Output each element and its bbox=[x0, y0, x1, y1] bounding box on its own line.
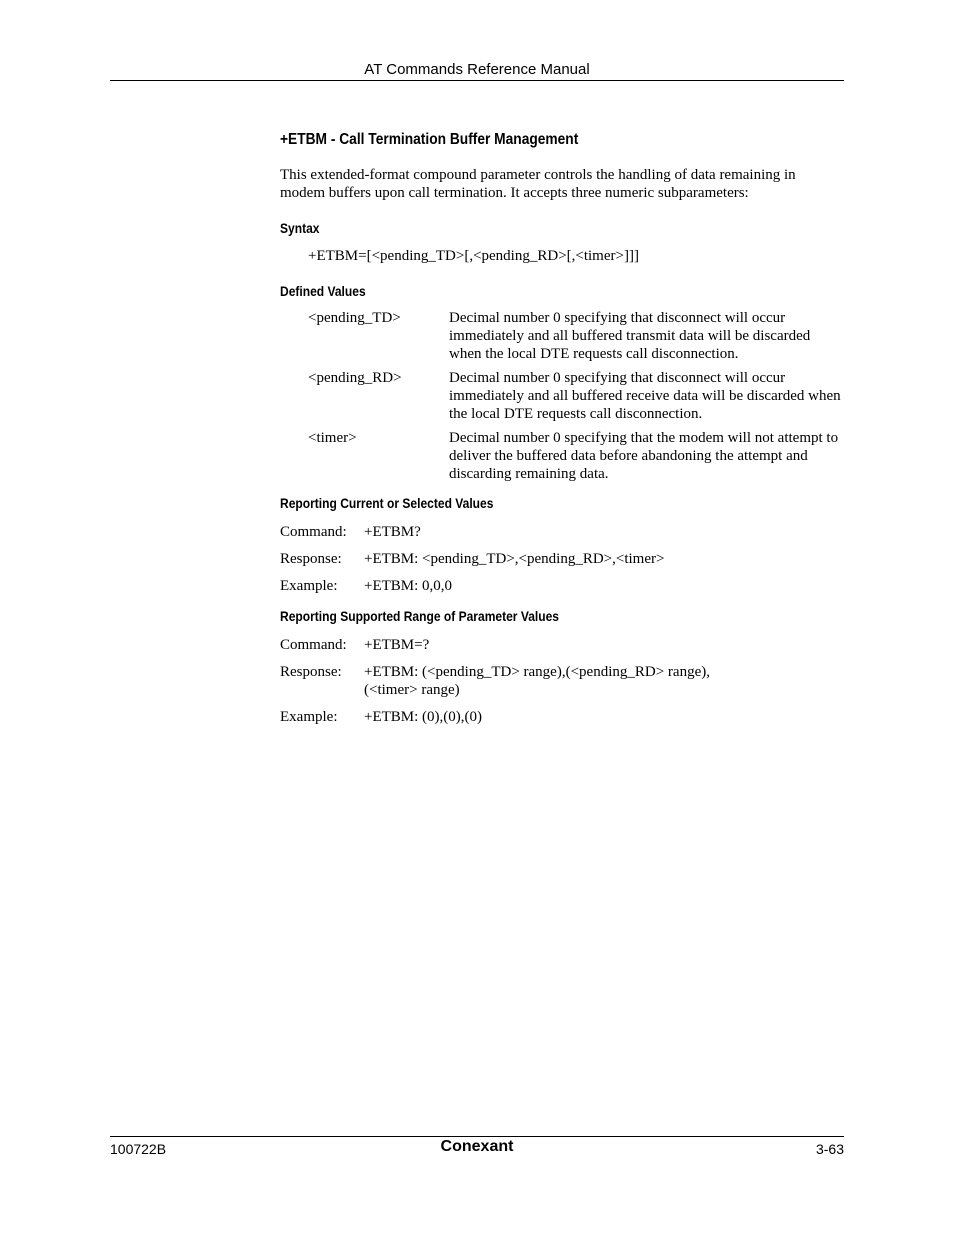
reporting-range-row bbox=[280, 636, 844, 654]
row-value bbox=[364, 663, 844, 699]
syntax-heading: Syntax bbox=[280, 220, 320, 236]
row-label: Example: bbox=[280, 578, 338, 594]
defined-value-desc: Decimal number 0 specifying that disconnect will occur immediately and all buffered transmit data will be discarded when the local DTE requests call disconnection. bbox=[449, 310, 811, 362]
reporting-current-list bbox=[280, 523, 844, 595]
reporting-range-list bbox=[280, 636, 844, 726]
footer-page-number: 3-63 bbox=[815, 1141, 844, 1157]
reporting-current-row bbox=[280, 577, 844, 595]
row-label: Command: bbox=[280, 637, 347, 653]
defined-value-term: <timer> bbox=[308, 430, 357, 446]
page-header-title: AT Commands Reference Manual bbox=[364, 61, 590, 78]
defined-value-term: <pending_TD> bbox=[308, 310, 401, 326]
row-label: Command: bbox=[280, 524, 347, 540]
defined-values-heading: Defined Values bbox=[280, 283, 366, 299]
row-value: +ETBM? bbox=[364, 524, 421, 540]
row-value: +ETBM: 0,0,0 bbox=[364, 578, 453, 594]
row-value: +ETBM: <pending_TD>,<pending_RD>,<timer> bbox=[364, 551, 665, 567]
row-label: Response: bbox=[280, 664, 342, 680]
reporting-range-row bbox=[280, 708, 844, 726]
row-value-line: +ETBM: (<pending_TD> range),(<pending_RD> range), bbox=[364, 664, 710, 680]
row-value: +ETBM=? bbox=[364, 637, 430, 653]
syntax-line: +ETBM=[<pending_TD>[,<pending_RD>[,<timer>]]] bbox=[308, 248, 639, 264]
defined-values-list bbox=[280, 309, 844, 483]
header-divider bbox=[110, 80, 844, 81]
reporting-current-row bbox=[280, 523, 844, 541]
footer-company: Conexant bbox=[440, 1138, 514, 1155]
reporting-range-heading: Reporting Supported Range of Parameter Values bbox=[280, 608, 559, 624]
row-label: Response: bbox=[280, 551, 342, 567]
reporting-range-row bbox=[280, 663, 844, 699]
defined-value-row bbox=[280, 309, 844, 363]
row-value-line: (<timer> range) bbox=[364, 682, 460, 698]
reporting-current-row bbox=[280, 550, 844, 568]
row-value: +ETBM: (0),(0),(0) bbox=[364, 709, 483, 725]
main-content bbox=[280, 129, 844, 735]
section-title: +ETBM - Call Termination Buffer Management bbox=[280, 131, 579, 148]
reporting-current-heading: Reporting Current or Selected Values bbox=[280, 495, 494, 511]
footer-doc-number: 100722B bbox=[110, 1141, 167, 1157]
row-label: Example: bbox=[280, 709, 338, 725]
defined-value-desc: Decimal number 0 specifying that the modem will not attempt to deliver the buffered data before abandoning the attempt and discarding remaining data. bbox=[449, 430, 839, 482]
defined-value-term: <pending_RD> bbox=[308, 370, 402, 386]
defined-value-row bbox=[280, 369, 844, 423]
defined-value-row bbox=[280, 429, 844, 483]
section-intro: This extended-format compound parameter controls the handling of data remaining in modem buffers upon call termination. It accepts three numeric subparameters: bbox=[280, 167, 796, 201]
defined-value-desc: Decimal number 0 specifying that disconnect will occur immediately and all buffered receive data will be discarded when the local DTE requests call disconnection. bbox=[449, 370, 841, 422]
